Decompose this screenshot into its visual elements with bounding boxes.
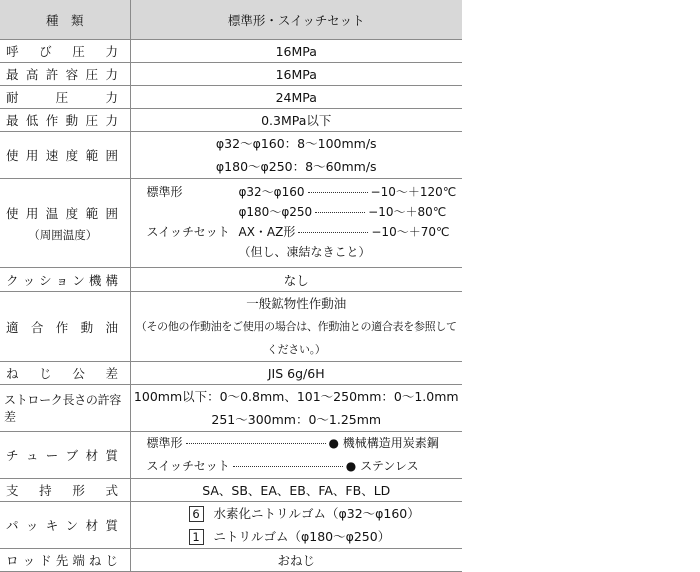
tube-switch-value: ● ステンレス xyxy=(345,459,419,473)
label-fluid: 適 合 作 動 油 xyxy=(6,319,118,335)
label-rod-thread: ロ ッ ド 先 端 ね じ xyxy=(6,553,118,568)
value-rod-thread: おねじ xyxy=(130,549,462,572)
row-temperature xyxy=(0,179,462,268)
label-nominal-pressure: 呼 び 圧 力 xyxy=(6,44,118,59)
temperature-block xyxy=(131,179,463,267)
temp-range-3: −10〜＋70℃ xyxy=(371,225,450,239)
header-label: 種 類 xyxy=(0,0,130,40)
row-support xyxy=(0,479,462,502)
fluid-note: （その他の作動油をご使用の場合は、作動油との適合表を参照してください。） xyxy=(135,320,457,356)
value-thread-tolerance: JIS 6g/6H xyxy=(130,362,462,385)
packing-code-1: 6 xyxy=(189,506,204,522)
stroke-line-2: 251〜300mm：0〜1.25mm xyxy=(211,412,382,427)
tube-std-value: ● 機械構造用炭素鋼 xyxy=(328,436,439,450)
row-fluid xyxy=(0,292,462,362)
stroke-line-1: 100mm以下：0〜0.8mm、101〜250mm：0〜1.0mm xyxy=(133,389,459,404)
packing-value-1: 水素化ニトリルゴム（φ32〜φ160） xyxy=(213,506,420,521)
row-thread-tolerance xyxy=(0,362,462,385)
temp-std-label: 標準形 xyxy=(146,185,183,199)
label-temperature-sub: （周囲温度） xyxy=(28,227,98,242)
label-cushion: ク ッ シ ョ ン 機 構 xyxy=(6,272,118,288)
label-thread-tolerance: ね じ 公 差 xyxy=(6,366,118,381)
label-max-pressure: 最 高 許 容 圧 力 xyxy=(6,67,118,82)
header-row xyxy=(0,0,462,40)
temp-switch-label: スイッチセット xyxy=(146,225,230,239)
row-cushion xyxy=(0,268,462,292)
temp-range-1: −10〜＋120℃ xyxy=(370,185,457,199)
label-min-pressure: 最 低 作 動 圧 力 xyxy=(6,113,118,128)
row-min-pressure xyxy=(0,109,462,132)
value-proof-pressure: 24MPa xyxy=(130,86,462,109)
row-packing xyxy=(0,502,462,549)
temp-size-1: φ32〜φ160 xyxy=(238,185,305,199)
header-value: 標準形・スイッチセット xyxy=(130,0,462,40)
tube-switch-label: スイッチセット xyxy=(146,459,230,473)
speed-line-1: φ32〜φ160：8〜100mm/s xyxy=(215,136,377,151)
label-proof-pressure: 耐 圧 力 xyxy=(6,90,118,105)
row-speed xyxy=(0,132,462,179)
dotted-leader xyxy=(298,232,368,233)
label-support: 支 持 形 式 xyxy=(6,483,118,498)
dotted-leader xyxy=(315,212,365,213)
temp-size-3: AX・AZ形 xyxy=(238,225,296,239)
packing-code-2: 1 xyxy=(189,529,204,545)
temp-range-2: −10〜＋80℃ xyxy=(368,205,447,219)
value-max-pressure: 16MPa xyxy=(130,63,462,86)
dotted-leader xyxy=(308,192,368,193)
temp-size-2: φ180〜φ250 xyxy=(238,205,313,219)
value-cushion: なし xyxy=(130,268,462,292)
value-min-pressure: 0.3MPa以下 xyxy=(130,109,462,132)
row-proof-pressure xyxy=(0,86,462,109)
temp-note: （但し、凍結なきこと） xyxy=(238,245,371,259)
value-support: SA、SB、EA、EB、FA、FB、LD xyxy=(130,479,462,502)
row-max-pressure xyxy=(0,63,462,86)
packing-value-2: ニトリルゴム（φ180〜φ250） xyxy=(213,529,391,544)
row-nominal-pressure xyxy=(0,40,462,63)
value-nominal-pressure: 16MPa xyxy=(130,40,462,63)
label-stroke: ストローク長さの許容差 xyxy=(0,385,130,432)
dotted-leader xyxy=(186,443,326,444)
label-packing: パ ッ キ ン 材 質 xyxy=(6,518,118,533)
row-stroke xyxy=(0,385,462,432)
row-tube xyxy=(0,432,462,479)
value-fluid: 一般鉱物性作動油 xyxy=(246,296,347,311)
label-temperature: 使 用 温 度 範 囲 xyxy=(6,205,118,221)
tube-std-label: 標準形 xyxy=(146,436,183,450)
label-speed: 使 用 速 度 範 囲 xyxy=(6,148,118,163)
row-rod-thread xyxy=(0,549,462,572)
dotted-leader xyxy=(233,466,343,467)
speed-line-2: φ180〜φ250：8〜60mm/s xyxy=(215,159,377,174)
label-tube: チ ュ ー ブ 材 質 xyxy=(6,448,118,463)
